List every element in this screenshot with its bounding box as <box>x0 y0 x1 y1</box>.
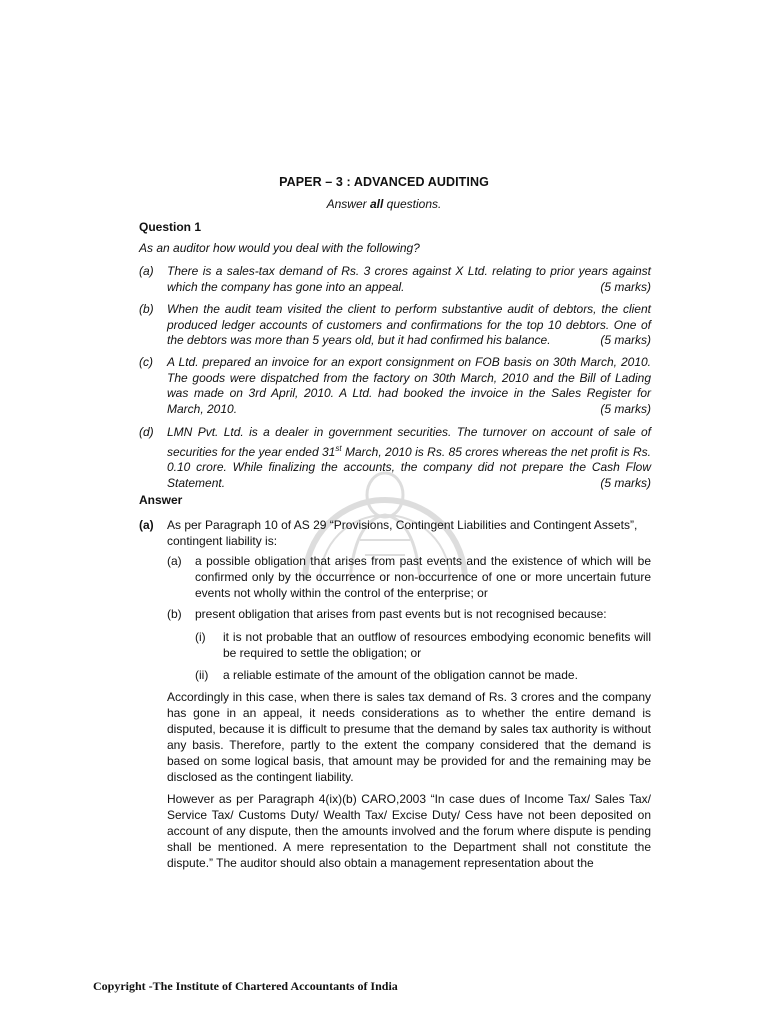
item-label: (a) <box>139 518 154 532</box>
answer-paragraph-1: Accordingly in this case, when there is sales tax demand of Rs. 3 crores and the company has gone in an appeal, it needs considerations as to whether the entire demand is disputed, because it is difficult to presume that the demand by sales tax authority is without any basis. Therefore, partly to the extent the company considered that the demand is based on some logical basis, that amount may be provided for and the remaining may be disclosed as the contingent liability. <box>167 690 651 784</box>
answer-sub-item-a <box>167 553 651 601</box>
item-label: (d) <box>139 425 154 439</box>
marks: (5 marks) <box>600 279 651 294</box>
item-label: (b) <box>167 607 182 621</box>
answer-sub-item-i <box>195 629 651 661</box>
marks: (5 marks) <box>600 401 651 416</box>
item-text: As per Paragraph 10 of AS 29 “Provisions, Contingent Liabilities and Contingent Assets”, contingent liability is: <box>167 518 638 548</box>
instructions: Answer all questions. <box>326 197 442 211</box>
question-heading: Question 1 <box>139 220 202 234</box>
question-item-c <box>139 355 651 417</box>
item-label: (i) <box>195 630 206 644</box>
question-item-d <box>139 425 651 491</box>
question-item-a <box>139 264 651 295</box>
item-text: A Ltd. prepared an invoice for an export consignment on FOB basis on 30th March, 2010. The goods were dispatched from the factory on 30th March, 2010 and the Bill of Lading was made on 3rd April, 2010. A Ltd. had booked the invoice in the Sales Register for March, 2010. <box>167 355 651 416</box>
item-text: it is not probable that an outflow of resources embodying economic benefits will be required to settle the obligation; or <box>223 630 651 660</box>
paper-title: PAPER – 3 : ADVANCED AUDITING <box>279 175 489 189</box>
item-label: (c) <box>139 355 153 369</box>
marks: (5 marks) <box>600 475 651 490</box>
copyright-footer: Copyright -The Institute of Chartered Accountants of India <box>93 979 398 993</box>
item-label: (b) <box>139 302 154 316</box>
item-text: There is a sales-tax demand of Rs. 3 crores against X Ltd. relating to prior years against which the company has gone into an appeal. <box>167 264 651 294</box>
answer-heading: Answer <box>139 493 183 507</box>
item-text: present obligation that arises from past events but is not recognised because: <box>195 607 607 621</box>
answer-sub-item-b <box>167 606 651 622</box>
marks: (5 marks) <box>600 333 651 347</box>
question-intro: As an auditor how would you deal with the following? <box>139 241 420 255</box>
item-label: (a) <box>167 554 182 568</box>
answer-sub-item-ii <box>195 667 651 683</box>
answer-paragraph-2: However as per Paragraph 4(ix)(b) CARO,2003 “In case dues of Income Tax/ Sales Tax/ Service Tax/ Customs Duty/ Wealth Tax/ Excise Duty/ Cess have not been deposited on account of any dispute, then the amounts involved and the forum where dispute is pending shall be mentioned. A mere representation to the Department shall not constitute the dispute.” The auditor should also obtain a management representation about the <box>167 792 651 870</box>
question-item-b <box>139 302 651 349</box>
item-label: (a) <box>139 264 154 278</box>
item-text: a reliable estimate of the amount of the obligation cannot be made. <box>223 668 578 682</box>
answer-item-a <box>139 517 651 549</box>
item-text: When the audit team visited the client to perform substantive audit of debtors, the client produced ledger accounts of customers and confirmations for the top 10 debtors. One of the debtors was more than 5 years old, but it had confirmed his balance. <box>167 302 651 347</box>
item-text: LMN Pvt. Ltd. is a dealer in government securities. The turnover on account of sale of securities for the year ended 31st March, 2010 is Rs. 85 crores whereas the net profit is Rs. 0.10 crore. While finalizing the accounts, the company did not prepare the Cash Flow Statement. <box>167 425 651 490</box>
item-label: (ii) <box>195 668 209 682</box>
item-text: a possible obligation that arises from past events and the existence of which will be confirmed only by the occurrence or non-occurrence of one or more uncertain future events not wholly within the control of the enterprise; or <box>195 554 651 600</box>
